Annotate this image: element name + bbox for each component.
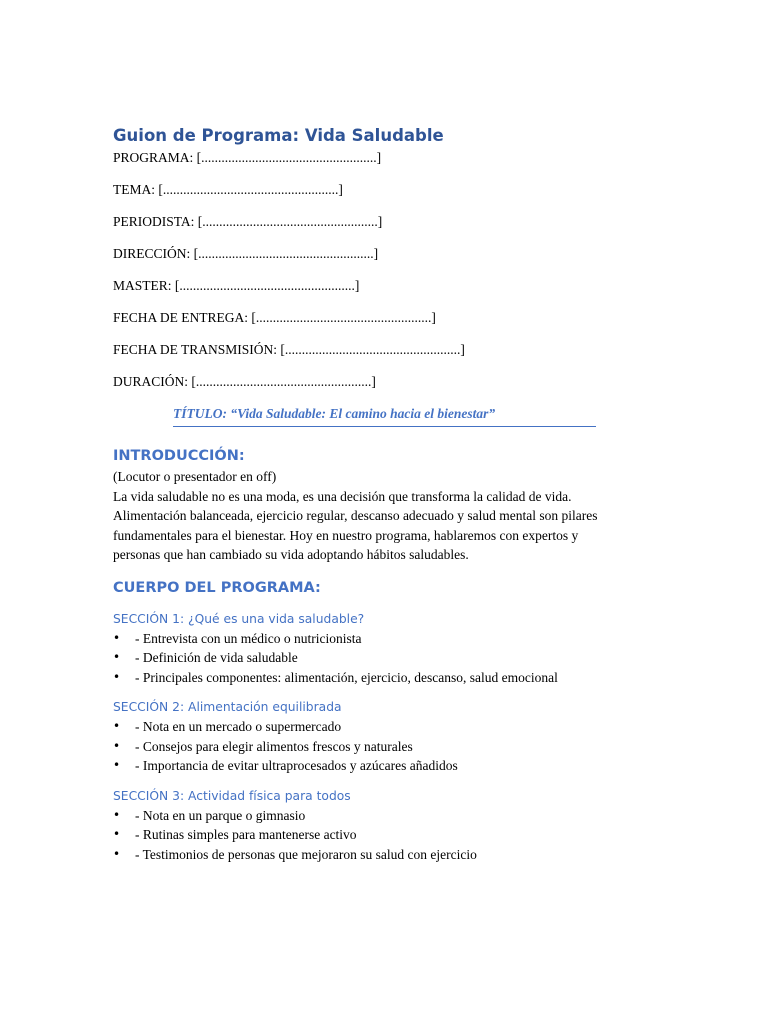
bullet-icon: • <box>113 650 121 664</box>
intro-line: fundamentales para el bienestar. Hoy en nuestro programa, hablaremos con expertos y <box>113 527 579 543</box>
bullet-icon: • <box>113 807 121 822</box>
intro-line: personas que han cambiado su vida adoptando hábitos saludables. <box>113 547 469 562</box>
list-item <box>113 648 653 668</box>
field-duracion: DURACIÓN: [....................................................] <box>113 374 376 389</box>
field-direccion: DIRECCIÓN: [....................................................] <box>113 246 379 261</box>
section-title: SECCIÓN 2: Alimentación equilibrada <box>113 700 342 714</box>
section-title: SECCIÓN 3: Actividad física para todos <box>113 788 351 803</box>
list-item <box>113 806 653 826</box>
field-fecha-transmision: FECHA DE TRANSMISIÓN: [....................................................] <box>113 342 465 357</box>
document-page <box>113 124 653 874</box>
bullet-icon: • <box>113 669 121 684</box>
bullet-icon: • <box>113 827 121 841</box>
section-3 <box>113 786 653 865</box>
list-item-text: - Nota en un parque o gimnasio <box>135 807 306 823</box>
intro-line: Alimentación balanceada, ejercicio regular, descanso adecuado y salud mental son pilares <box>113 508 598 523</box>
list-item <box>113 629 653 649</box>
list-item-text: - Testimonios de personas que mejoraron su salud con ejercicio <box>135 846 477 862</box>
field-tema: TEMA: [....................................................] <box>113 182 343 197</box>
bullet-icon: • <box>113 758 121 772</box>
list-item-text: - Entrevista con un médico o nutricionista <box>135 630 362 646</box>
section-title: SECCIÓN 1: ¿Qué es una vida saludable? <box>113 611 365 626</box>
intro-line: La vida saludable no es una moda, es una decisión que transforma la calidad de vida. <box>113 488 572 504</box>
bullet-icon: • <box>113 846 121 861</box>
bullet-list <box>113 806 653 865</box>
list-item <box>113 737 653 757</box>
intro-line: (Locutor o presentador en off) <box>113 469 277 484</box>
bullet-icon: • <box>113 719 121 733</box>
field-master: MASTER: [....................................................] <box>113 278 360 293</box>
document-title: Guion de Programa: Vida Saludable <box>113 126 444 145</box>
section-2 <box>113 697 653 776</box>
bullet-list <box>113 717 653 776</box>
list-item-text: - Importancia de evitar ultraprocesados y azúcares añadidos <box>135 758 458 773</box>
header-fields <box>113 148 653 392</box>
intro-heading: INTRODUCCIÓN: <box>113 448 245 464</box>
bullet-list <box>113 629 653 688</box>
program-subtitle: TÍTULO: “Vida Saludable: El camino hacia el bienestar” <box>173 406 496 421</box>
bullet-icon: • <box>113 630 121 645</box>
list-item-text: - Nota en un mercado o supermercado <box>135 719 342 734</box>
list-item-text: - Definición de vida saludable <box>135 650 298 665</box>
body-heading: CUERPO DEL PROGRAMA: <box>113 579 321 596</box>
field-periodista: PERIODISTA: [....................................................] <box>113 214 383 229</box>
bullet-icon: • <box>113 738 121 753</box>
list-item <box>113 825 653 845</box>
list-item <box>113 756 653 776</box>
list-item-text: - Rutinas simples para mantenerse activo <box>135 827 357 842</box>
list-item <box>113 717 653 737</box>
section-1 <box>113 609 653 688</box>
list-item <box>113 845 653 865</box>
field-fecha-entrega: FECHA DE ENTREGA: [....................................................] <box>113 310 436 325</box>
list-item <box>113 668 653 688</box>
list-item-text: - Consejos para elegir alimentos frescos y naturales <box>135 738 413 754</box>
program-subtitle-block <box>173 404 596 427</box>
intro-paragraph <box>113 467 653 565</box>
field-programa: PROGRAMA: [....................................................] <box>113 150 382 165</box>
list-item-text: - Principales componentes: alimentación, ejercicio, descanso, salud emocional <box>135 669 558 685</box>
